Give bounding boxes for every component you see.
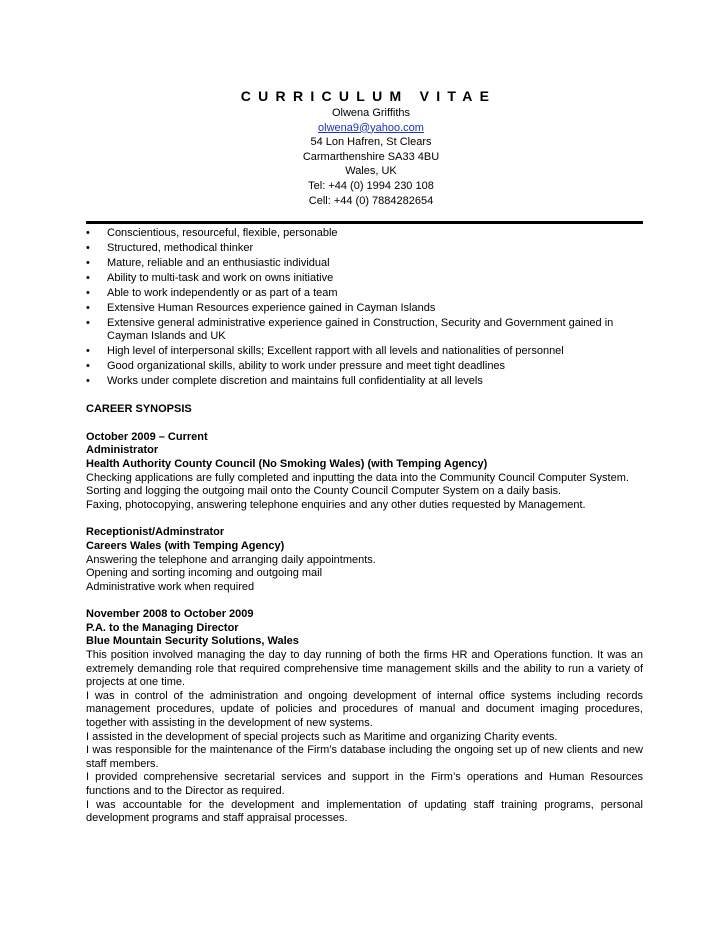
bullet-icon: •: [86, 345, 90, 358]
address-line-3: Wales, UK: [345, 165, 397, 178]
document-title: CURRICULUM VITAE: [240, 88, 497, 104]
cellphone: Cell: +44 (0) 7884282654: [308, 194, 434, 207]
telephone: Tel: +44 (0) 1994 230 108: [308, 179, 434, 192]
contact-block: [241, 106, 501, 208]
job-duty: I was accountable for the development and implementation of updating staff training programs, personal development programs and staff appraisal processes.: [86, 798, 643, 825]
job-duty: Checking applications are fully completed and inputting the data into the Community Council Computer System.: [86, 471, 629, 484]
job-title: Receptionist/Adminstrator: [86, 526, 225, 539]
job-employer: Careers Wales (with Temping Agency): [86, 539, 285, 552]
bullet-icon: •: [86, 257, 90, 270]
job-duty: Administrative work when required: [86, 580, 255, 593]
list-item: • Conscientious, resourceful, flexible, personable: [86, 227, 338, 240]
bullet-icon: •: [86, 242, 90, 255]
job-entry-3: [86, 608, 643, 826]
bullet-icon: •: [86, 287, 90, 300]
job-duty: This position involved managing the day to day running of both the firms HR and Operations function. It was an extremely demanding role that required comprehensive time management skills and the ability to run a variety of projects at one time.: [86, 649, 643, 689]
bullet-icon: •: [86, 227, 90, 240]
cv-page: [86, 86, 643, 826]
list-item: • Mature, reliable and an enthusiastic individual: [86, 257, 330, 270]
address-line-2: Carmarthenshire SA33 4BU: [302, 150, 440, 163]
bullet-icon: •: [86, 375, 90, 388]
email-link[interactable]: olwena9@yahoo.com: [318, 121, 424, 134]
bullet-icon: •: [86, 317, 90, 330]
job-title: Administrator: [86, 444, 159, 457]
candidate-name: Olwena Griffiths: [331, 107, 411, 119]
header-divider: [86, 221, 643, 224]
job-duty: I provided comprehensive secretarial services and support in the Firm’s operations and Human Resources functions and to the Director as required.: [86, 771, 643, 797]
bullet-icon: •: [86, 272, 90, 285]
job-dates: November 2008 to October 2009: [86, 608, 254, 621]
list-item: • High level of interpersonal skills; Excellent rapport with all levels and nationalities of personnel: [86, 345, 564, 358]
list-item: • Structured, methodical thinker: [86, 242, 254, 255]
bullet-icon: •: [86, 302, 90, 315]
job-duty: Faxing, photocopying, answering telephone enquiries and any other duties requested by Management.: [86, 498, 586, 511]
job-dates: October 2009 – Current: [86, 430, 208, 443]
list-item: • Extensive Human Resources experience gained in Cayman Islands: [86, 302, 436, 315]
job-employer: Blue Mountain Security Solutions, Wales: [86, 635, 299, 648]
job-entry-2: [86, 526, 643, 594]
address-line-1: 54 Lon Hafren, St Clears: [310, 136, 432, 149]
job-entry-1: [86, 431, 643, 513]
career-synopsis-heading: CAREER SYNOPSIS: [86, 403, 192, 416]
list-item: • Works under complete discretion and maintains full confidentiality at all levels: [86, 375, 483, 388]
job-employer: Health Authority County Council (No Smoking Wales) (with Temping Agency): [86, 457, 488, 470]
list-item: • Good organizational skills, ability to work under pressure and meet tight deadlines: [86, 360, 506, 373]
list-item: • Ability to multi-task and work on owns initiative: [86, 272, 334, 285]
bullet-icon: •: [86, 360, 90, 373]
list-item: • Able to work independently or as part of a team: [86, 287, 338, 300]
job-duty: I was in control of the administration and ongoing development of internal office systems including records management procedures, update of policies and procedures of manual and document imaging procedures, together with assisting in the development of new systems.: [86, 689, 643, 730]
job-duty: Answering the telephone and arranging daily appointments.: [86, 553, 376, 566]
job-duty: Opening and sorting incoming and outgoing mail: [86, 567, 323, 580]
job-duty: I assisted in the development of special projects such as Maritime and organizing Charity events.: [86, 730, 558, 743]
traits-list: [86, 227, 643, 388]
job-duty: I was responsible for the maintenance of the Firm’s database including the ongoing set up of new clients and new staff members.: [86, 744, 643, 770]
job-duty: Sorting and logging the outgoing mail onto the County Council Computer System on a daily basis.: [86, 485, 562, 498]
job-title: P.A. to the Managing Director: [86, 621, 239, 634]
list-item: • Extensive general administrative experience gained in Construction, Security and Government gained in Cayman Islands and UK: [86, 317, 614, 343]
